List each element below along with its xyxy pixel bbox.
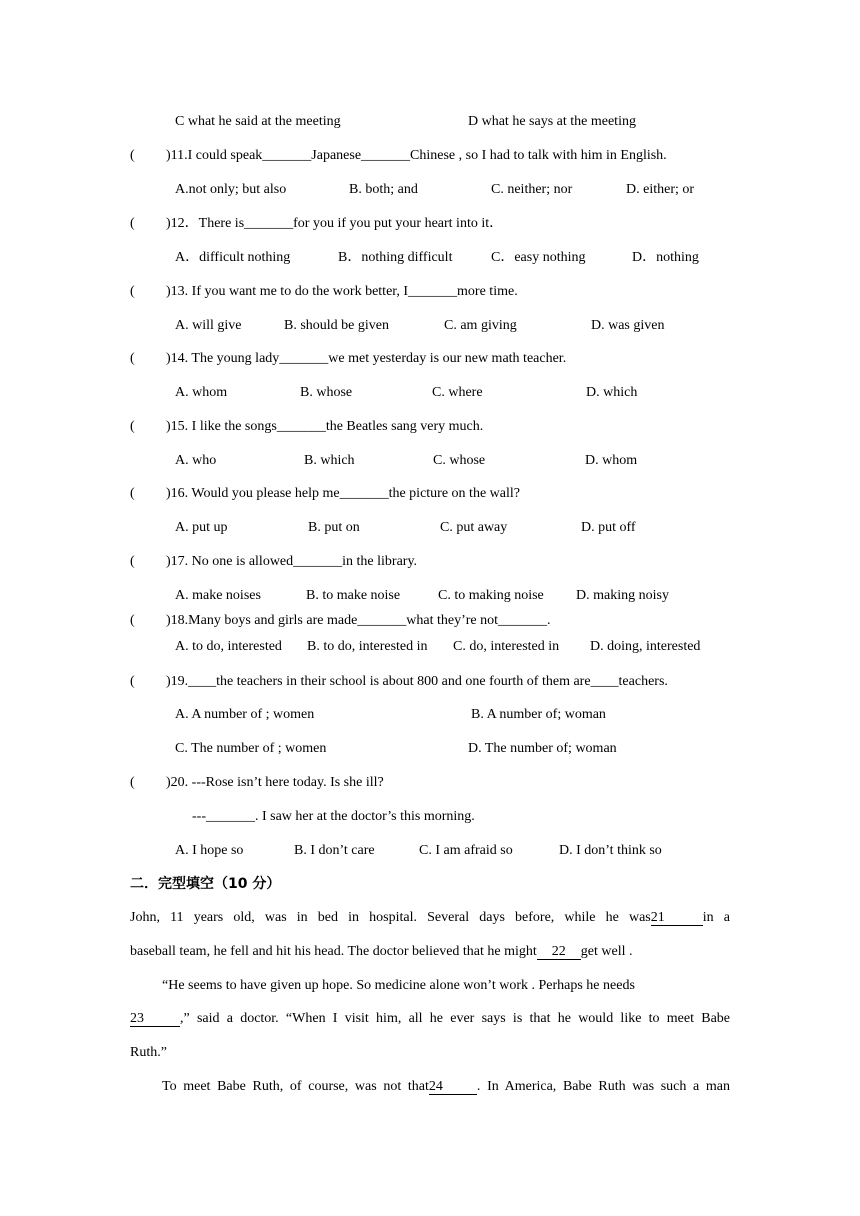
blank-21: 21 (651, 910, 703, 926)
passage-line-1 (130, 910, 730, 926)
q16-option-d: D. put off (581, 520, 636, 535)
q20-option-c: C. I am afraid so (419, 843, 513, 858)
question-16-stem: )16. Would you please help me_______the picture on the wall? (166, 486, 520, 501)
q13-option-b: B. should be given (284, 318, 389, 333)
q13-option-a: A. will give (175, 318, 242, 333)
question-14-stem: )14. The young lady_______we met yesterday is our new math teacher. (166, 351, 567, 366)
q11-option-d: D. either; or (626, 182, 695, 197)
q18-option-b: B. to do, interested in (307, 639, 428, 654)
answer-paren: ( (130, 554, 135, 569)
answer-paren: ( (130, 419, 135, 434)
q14-option-a: A. whom (175, 385, 228, 400)
q18-option-d: D. doing, interested (590, 639, 701, 654)
q15-option-a: A. who (175, 453, 217, 468)
q14-option-d: D. which (586, 385, 638, 400)
q19-option-d: D. The number of; woman (468, 741, 617, 756)
passage-text: ,” said a doctor. “When I visit him, all he ever says is that he would like to meet Babe (180, 1011, 730, 1026)
q20-option-b: B. I don’t care (294, 843, 375, 858)
q15-option-c: C. whose (433, 453, 486, 468)
passage-text: in a (702, 910, 730, 925)
blank-23: 23 (130, 1011, 180, 1027)
question-17-stem: )17. No one is allowed_______in the library. (166, 554, 418, 569)
q13-option-d: D. was given (591, 318, 665, 333)
answer-paren: ( (130, 284, 135, 299)
q14-option-b: B. whose (300, 385, 353, 400)
q15-option-d: D. whom (585, 453, 638, 468)
answer-paren: ( (130, 351, 135, 366)
passage-line-5: Ruth.” (130, 1045, 167, 1060)
q12-option-d: D．nothing (632, 250, 699, 265)
blank-24: 24 (429, 1079, 477, 1095)
question-11-stem: )11.I could speak_______Japanese_______Chinese , so I had to talk with him in English. (166, 148, 667, 163)
q15-option-b: B. which (304, 453, 355, 468)
question-18-stem: )18.Many boys and girls are made_______what they’re not_______. (166, 613, 551, 628)
q16-option-c: C. put away (440, 520, 508, 535)
q16-option-b: B. put on (308, 520, 360, 535)
q18-option-c: C. do, interested in (453, 639, 560, 654)
q10-option-d: D what he says at the meeting (468, 114, 636, 129)
q12-option-b: B．nothing difficult (338, 250, 453, 265)
answer-paren: ( (130, 486, 135, 501)
blank-22: 22 (537, 944, 581, 960)
q20-option-a: A. I hope so (175, 843, 244, 858)
q17-option-c: C. to making noise (438, 588, 544, 603)
q19-option-c: C. The number of ; women (175, 741, 327, 756)
q16-option-a: A. put up (175, 520, 228, 535)
answer-paren: ( (130, 775, 135, 790)
passage-line-2 (130, 944, 633, 960)
q12-option-a: A．difficult nothing (175, 250, 291, 265)
q11-option-c: C. neither; nor (491, 182, 573, 197)
passage-text: John, 11 years old, was in bed in hospital. Several days before, while he was (130, 910, 651, 925)
q17-option-b: B. to make noise (306, 588, 401, 603)
q13-option-c: C. am giving (444, 318, 517, 333)
passage-line-3: “He seems to have given up hope. So medicine alone won’t work . Perhaps he needs (162, 978, 635, 993)
passage-text: . In America, Babe Ruth was such a man (476, 1079, 730, 1094)
q17-option-a: A. make noises (175, 588, 261, 603)
q11-option-b: B. both; and (349, 182, 418, 197)
question-19-stem: )19.____the teachers in their school is about 800 and one fourth of them are____teachers. (166, 674, 668, 689)
answer-paren: ( (130, 216, 135, 231)
question-15-stem: )15. I like the songs_______the Beatles sang very much. (166, 419, 484, 434)
q19-option-b: B. A number of; woman (471, 707, 606, 722)
answer-paren: ( (130, 613, 135, 628)
answer-paren: ( (130, 148, 135, 163)
passage-text: To meet Babe Ruth, of course, was not that (162, 1079, 429, 1094)
passage-line-6 (162, 1079, 730, 1095)
section-heading-cloze: 二．完型填空（10 分） (130, 876, 281, 892)
q11-option-a: A.not only; but also (175, 182, 287, 197)
passage-line-4 (130, 1011, 730, 1027)
question-12-stem: )12．There is_______for you if you put your heart into it． (166, 216, 504, 231)
q12-option-c: C．easy nothing (491, 250, 586, 265)
q18-option-a: A. to do, interested (175, 639, 282, 654)
question-13-stem: )13. If you want me to do the work better, I_______more time. (166, 284, 518, 299)
q17-option-d: D. making noisy (576, 588, 669, 603)
q19-option-a: A. A number of ; women (175, 707, 315, 722)
q20-option-d: D. I don’t think so (559, 843, 662, 858)
answer-paren: ( (130, 674, 135, 689)
q10-option-c: C what he said at the meeting (175, 114, 341, 129)
passage-text: baseball team, he fell and hit his head. The doctor believed that he might (130, 944, 537, 959)
question-20-reply: ---_______. I saw her at the doctor’s this morning. (192, 809, 475, 824)
passage-text: get well . (580, 944, 633, 959)
q14-option-c: C. where (432, 385, 483, 400)
question-20-stem: )20. ---Rose isn’t here today. Is she ill? (166, 775, 384, 790)
